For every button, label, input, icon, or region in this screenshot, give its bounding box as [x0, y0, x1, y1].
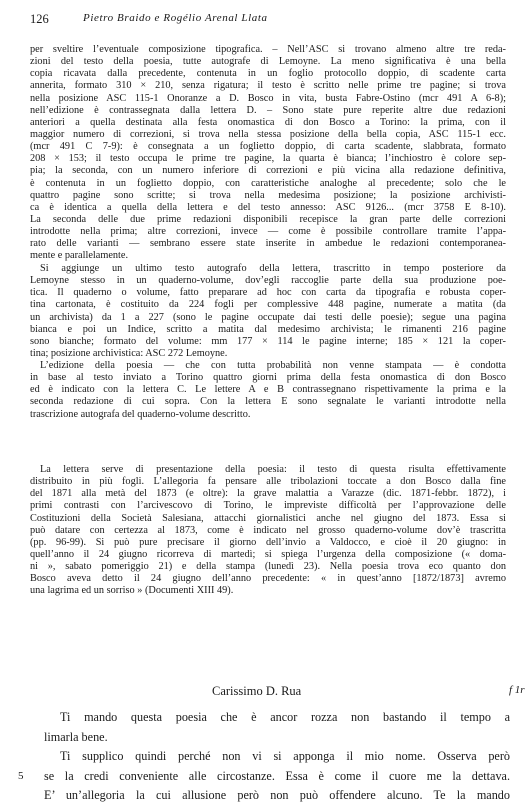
text-line: ca è identica a quella della lettera e del testo annesso: ASC 9126... (mcr 3758 E 8-10).: [30, 201, 506, 213]
text-line: Costituzioni della Società Salesiana, attacchi giornalistici anche nel giugno del 1873. Essa si: [30, 512, 506, 524]
text-line: introdotte nella prima; altre correzioni, invece — come è possibile controllare tramite l’appa-: [30, 226, 506, 238]
text-line: L’edizione della poesia — che con tutta probabilità non venne stampata — è condotta: [40, 360, 506, 371]
text-line: La seconda delle due prime redazioni disponibili recepisce la gran parte delle correzioni: [30, 213, 506, 225]
letter-line-text: se la credi conveniente alle circostanze. Essa è come il cuore me la dettava.: [44, 768, 510, 783]
text-line: bianca e poi un Indice, scritto a matita dal medesimo archivista; le rimanenti 216 pagine: [30, 323, 506, 335]
paragraph-editorial-note: [30, 44, 506, 263]
text-line: Si aggiunge un ultimo testo autografo della lettera, trascritto in tempo posteriore da: [40, 263, 506, 274]
text-line: rato delle varianti — sembrano essere state inserite in ambedue le redazioni contemporanea-: [30, 238, 506, 250]
text-line: in base al testo inviato a Torino quattro giorni prima della festa onomastica di don Bosco: [30, 372, 506, 384]
text-line: tina cartonata, è costituito da 224 fogli per complessive 448 pagine, numerate a matita (da: [30, 299, 506, 311]
text-line: tica. Il quaderno o volume, fatto preparare ad hoc con carta da tipografia e robusta coper-: [30, 287, 506, 299]
text-line: maggior numero di correzioni, si trova nella stessa posizione della bella copia, ASC 115-1 ecc.: [30, 128, 506, 140]
text-line: La lettera serve di presentazione della poesia: il testo di questa risulta effettivamente: [40, 464, 506, 475]
text-line: distribuito in più fogli. L’allegoria fa pensare alle tribolazioni toccate a don Bosco dalla fine: [30, 476, 506, 488]
letter-line: [30, 708, 510, 728]
text-line: mente e parallelamente.: [30, 250, 129, 262]
text-line: ni », sabato pomeriggio 21) e della stampa (lunedì 23). Nella poesia trova eco quanto don: [30, 561, 506, 573]
text-line: Lemoyne stesso in un quaderno-volume, dov’egli raccoglie parte della sua produzione poe-: [30, 275, 506, 287]
text-line: anteriori a quella destinata alla festa onomastica di don Bosco a Torino: la prima, con il: [30, 116, 506, 128]
letter-line-text: limarla bene.: [44, 729, 108, 744]
text-line: annerita, formato 310 × 210, senza rigatura; il testo è scritto nelle prime tre pagine; si trova: [30, 80, 506, 92]
text-line: (mcr 491 C 7-9): è consegnata a un foglietto doppio, di carta scadente, slabbrata, formato: [30, 141, 506, 153]
text-line: è contenuta in un foglietto doppio, con caratteristiche analoghe al precedente; solo che le: [30, 177, 506, 189]
text-line: nella posizione ASC 115-1 Onoranze a D. Bosco in vita, busta Fabre-Ostino (mcr 491 A 6-8);: [30, 92, 506, 104]
letter-line: [30, 747, 510, 767]
letter-line-text: E’ un’allegoria la cui allusione però non può offendere alcuno. Te la mando: [44, 788, 510, 802]
text-line: seconda redazione di cui sopra. Con la lettera E sono segnalate le varianti introdotte nella: [30, 396, 506, 408]
letter-line-text: Ti mando questa poesia che è ancor rozza non bastando il tempo a: [60, 710, 510, 724]
text-line: zioni del testo della poesia, tutte autografe di Lemoyne. La meno significativa è una bella: [30, 56, 506, 68]
text-line: per sveltire l’eventuale composizione tipografica. – Nell’ASC si trovano almeno altre tre reda-: [30, 44, 506, 55]
text-line: quattro pagine sono scritte; si trova nella medesima posizione; la posizione archivisti-: [30, 189, 506, 201]
paragraph-presentazione: [30, 464, 506, 598]
text-line: Bosco aveva detto il 24 giugno dell’anno precedente: « in quest’anno [1872/1873] avremo: [30, 573, 506, 585]
letter-line: [30, 786, 510, 806]
page-number: 126: [30, 12, 49, 26]
running-head: Pietro Braido e Rogélio Arenal Llata: [83, 12, 268, 24]
text-line: quell’anno il 24 giugno ricorreva di martedì; si spiega l’urgenza della composizione (« doma-: [30, 548, 506, 560]
text-line: del 1871 alla metà del 1873 (e oltre): la grave malattia a Varazze (dic. 1871-febbr. 1872), i: [30, 488, 506, 500]
text-line: trascrizione autografa del quaderno-volume descritto.: [30, 408, 251, 420]
letter-line: [18, 767, 510, 787]
text-line: (pp. 96-99). Si può pure precisare il giorno dell’invio a Valdocco, e cioè il 20 giugno: in: [30, 536, 506, 548]
text-line: una lagrima ed un sorriso » (Documenti XIII 49).: [30, 585, 234, 597]
text-line: un archivista) da 1 a 227 (sono le pagine occupate dai testi delle poesie); segue una pagina: [30, 311, 506, 323]
letter-text: [18, 708, 510, 806]
text-line: nell’edizione è contrassegnata dalla lettera D. – Sono state pure reperite altre due redazioni: [30, 104, 506, 116]
text-line: copia ricavata dalla precedente, contenuta in un foglio protocollo doppio, di scadente carta: [30, 68, 506, 80]
text-line: 208 × 153; il testo occupa le prime tre pagine, la quarta è bianca; l’inchiostro è colore sep-: [30, 153, 506, 165]
text-line: tina; posizione archivistica: ASC 272 Lemoyne.: [30, 347, 228, 359]
line-number: 5: [18, 769, 24, 782]
text-line: può datare con certezza al 1873, come è indicato nel grosso quaderno-volume dov’è trascritta: [30, 524, 506, 536]
letter-salutation: Carissimo D. Rua: [212, 684, 302, 698]
text-line: primi contrasti con l’arcivescovo di Torino, le impreviste difficoltà per l’approvazione delle: [30, 500, 506, 512]
text-line: ed è indicato con la lettera C. Le lettere A e B contrassegnano rispettivamente la prima e la: [30, 384, 506, 396]
folio-mark: f 1r: [509, 684, 525, 696]
paragraph-edizione: [30, 360, 506, 421]
page-header: [30, 12, 510, 30]
letter-line-text: Ti supplico quindi perché non vi si apponga il mio nome. Osserva però: [60, 749, 510, 763]
text-line: pia; la seconda, con un numero inferiore di correzioni e più vicina alla redazione definitiva,: [30, 165, 506, 177]
text-line: sono bianche; formato del volume: mm 177 × 114 le pagine interne; 185 × 121 la coper-: [30, 335, 506, 347]
letter-line: [30, 728, 510, 748]
paragraph-quaderno: [30, 263, 506, 360]
